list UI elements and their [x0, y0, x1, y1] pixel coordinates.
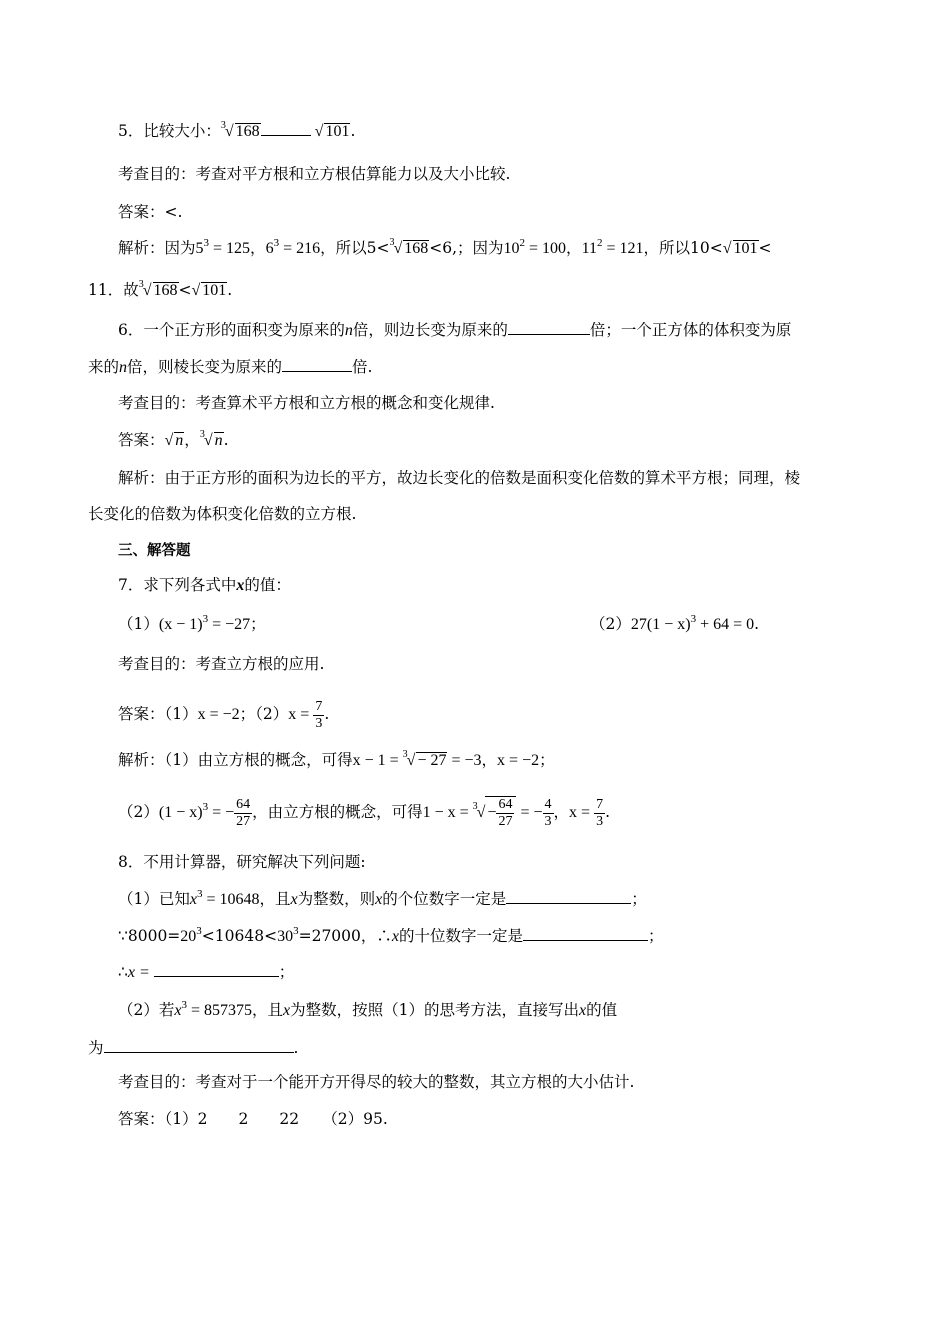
- q8-blank-4[interactable]: [104, 1038, 294, 1053]
- q8-line2: $\because 8000=20^3<10648<30^3=27000$，∴x的十位数字一定是 ；: [118, 925, 664, 945]
- q8-aim: 考查目的：考查对于一个能开方开得尽的较大的整数，其立方根的大小估计.: [118, 1073, 635, 1091]
- q6-blank-1[interactable]: [508, 320, 590, 335]
- q6-aim: 考查目的：考查算术平方根和立方根的概念和变化规律.: [118, 394, 495, 412]
- q8-blank-2[interactable]: [523, 926, 648, 941]
- q8-blank-3[interactable]: [154, 962, 279, 977]
- cube-root-168: $^3$√ 168: [220, 120, 260, 140]
- q5-answer-blank[interactable]: [261, 121, 311, 136]
- q6-analysis-line1: 解析：由于正方形的面积为边长的平方，故边长变化的倍数是面积变化倍数的算术平方根；同理，棱: [118, 469, 801, 487]
- q7-part1: $(1)(x - 1)^3 = -27$；: [118, 613, 266, 633]
- q6-question-line2: 来的n倍，则棱长变为原来的 倍.: [88, 358, 373, 376]
- q7-analysis-1: 解析：（1）由立方根的概念，可得x − 1 = $^3$√ − 27 = −3，x = −2；: [118, 749, 555, 769]
- q8-line3: ∴x = ；: [118, 963, 295, 981]
- q8-part2-line2: 为 .: [88, 1039, 299, 1057]
- q5-lead: 5．比较大小：: [118, 122, 221, 140]
- sqrt-101: √ 101: [314, 123, 350, 140]
- q5-aim: 考查目的：考查对平方根和立方根估算能力以及大小比较.: [118, 165, 511, 183]
- q5-answer: 答案：<.: [118, 203, 183, 221]
- q8-blank-1[interactable]: [506, 889, 631, 904]
- q7-lead: 7．求下列各式中x的值：: [118, 576, 291, 594]
- q5-analysis-line1: 解析：因为$5^3 = 125$，$6^3 = 216$，所以5<$^3$√ 168<6,；因为$10^2 = 100$，$11^2 = 121$，所以10<√ 101<: [118, 237, 772, 257]
- q8-lead: 8．不用计算器，研究解决下列问题:: [118, 853, 366, 871]
- q6-analysis-line2: 长变化的倍数为体积变化倍数的立方根.: [88, 505, 357, 523]
- q8-part2: （2）若$x^3 = 857375$，且x为整数，按照（1）的思考方法，直接写出x的值: [118, 999, 618, 1019]
- section-title: 三、解答题: [118, 543, 191, 559]
- q8-answer: 答案：（1）2 2 22 （2）95.: [118, 1110, 388, 1128]
- q5-analysis-line2: 11．故$^3$√ 168<√ 101.: [88, 279, 233, 299]
- q7-aim: 考查目的：考查立方根的应用.: [118, 655, 325, 673]
- q7-part2: $(2)27(1 - x)^3 + 64 = 0$.: [590, 613, 760, 633]
- q6-answer: 答案：√ n，$^3$√ n.: [118, 429, 229, 449]
- q7-answer: 答案：（1）x = −2；（2）x = $\frac{7}{3}$ .: [118, 698, 330, 731]
- q6-blank-2[interactable]: [282, 357, 352, 372]
- q8-part1: （1）已知$x^3 = 10648$，且x为整数，则x的个位数字一定是 ；: [118, 888, 647, 908]
- q7-analysis-2: $(2)(1 - x)^3$ = − $\frac{64}{27}$ ，由立方根的概念，可得1 − x = $^3$√ − $\frac{64}{27}$ = − $\frac{4}{3}$ ，x = $\frac{7}{3}$ .: [118, 796, 611, 829]
- q5-question: 5．比较大小：$^3$√ 168 √ 101.: [118, 120, 356, 140]
- q6-question-line1: 6．一个正方形的面积变为原来的n倍，则边长变为原来的 倍；一个正方体的体积变为原: [118, 321, 792, 339]
